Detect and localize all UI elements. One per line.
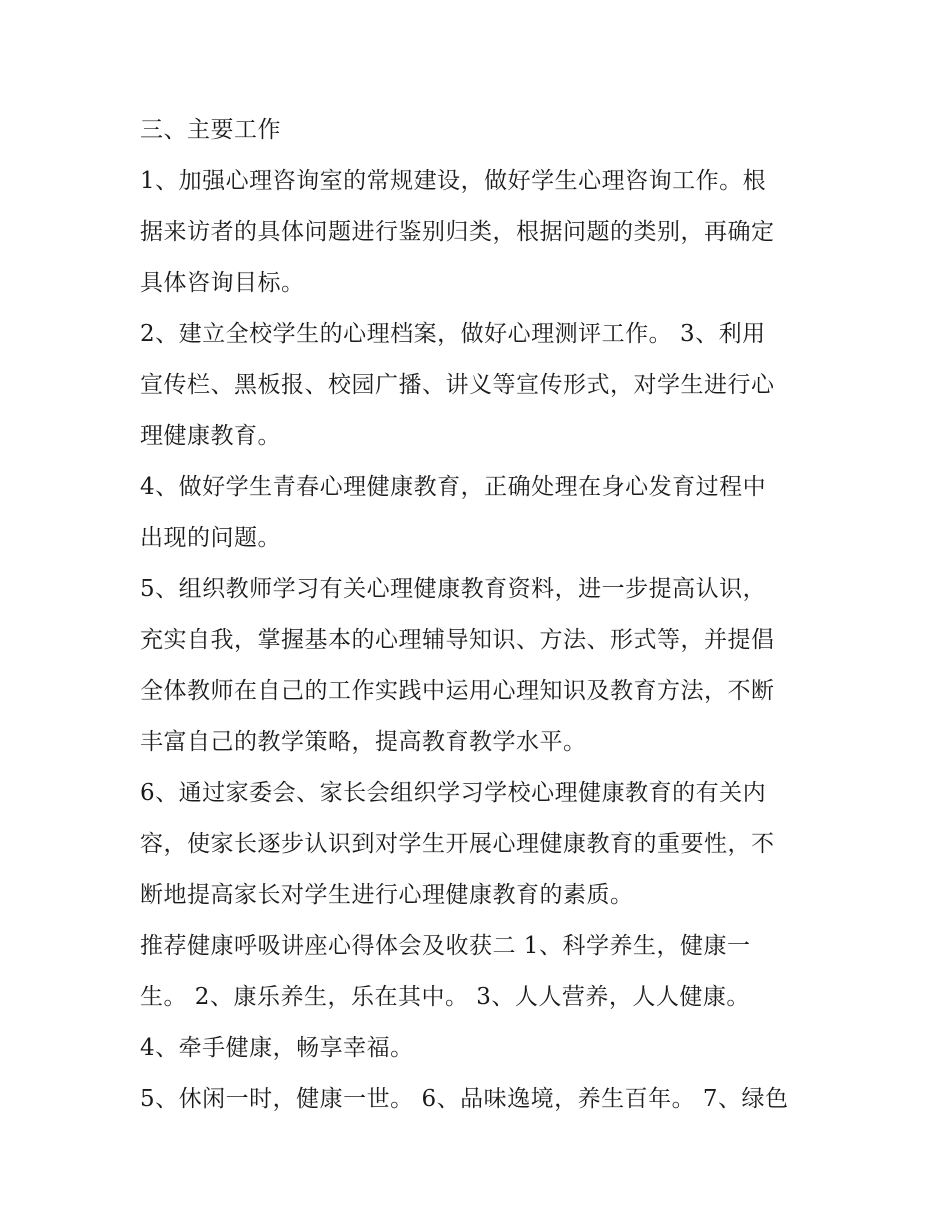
text-line: 5、休闲一时，健康一世。 6、品味逸境，养生百年。 7、绿色 xyxy=(140,1086,789,1112)
text-line: 出现的问题。 xyxy=(140,525,281,551)
text-line: 6、通过家委会、家长会组织学习学校心理健康教育的有关内 xyxy=(140,780,767,806)
text-line: 4、牵手健康，畅享幸福。 xyxy=(140,1035,414,1061)
text-line: 断地提高家长对学生进行心理健康教育的素质。 xyxy=(140,882,634,908)
text-line: 据来访者的具体问题进行鉴别归类，根据问题的类别，再确定 xyxy=(140,219,775,245)
text-line: 2、建立全校学生的心理档案，做好心理测评工作。 3、利用 xyxy=(140,321,766,347)
text-line: 4、做好学生青春心理健康教育，正确处理在身心发育过程中 xyxy=(140,474,767,500)
text-line: 容，使家长逐步认识到对学生开展心理健康教育的重要性，不 xyxy=(140,831,775,857)
text-line: 生。 2、康乐养生，乐在其中。 3、人人营养，人人健康。 xyxy=(140,984,750,1010)
section-heading: 三、主要工作 xyxy=(140,117,281,143)
text-line: 全体教师在自己的工作实践中运用心理知识及教育方法，不断 xyxy=(140,678,775,704)
text-line: 丰富自己的教学策略，提高教育教学水平。 xyxy=(140,729,587,755)
text-line: 5、组织教师学习有关心理健康教育资料，进一步提高认识， xyxy=(140,576,767,602)
text-line: 理健康教育。 xyxy=(140,423,281,449)
text-line: 推荐健康呼吸讲座心得体会及收获二 1、科学养生，健康一 xyxy=(140,933,751,959)
text-line: 宣传栏、黑板报、校园广播、讲义等宣传形式，对学生进行心 xyxy=(140,372,775,398)
text-line: 1、加强心理咨询室的常规建设，做好学生心理咨询工作。根 xyxy=(140,168,767,194)
text-line: 具体咨询目标。 xyxy=(140,270,305,296)
text-line: 充实自我，掌握基本的心理辅导知识、方法、形式等，并提倡 xyxy=(140,627,775,653)
